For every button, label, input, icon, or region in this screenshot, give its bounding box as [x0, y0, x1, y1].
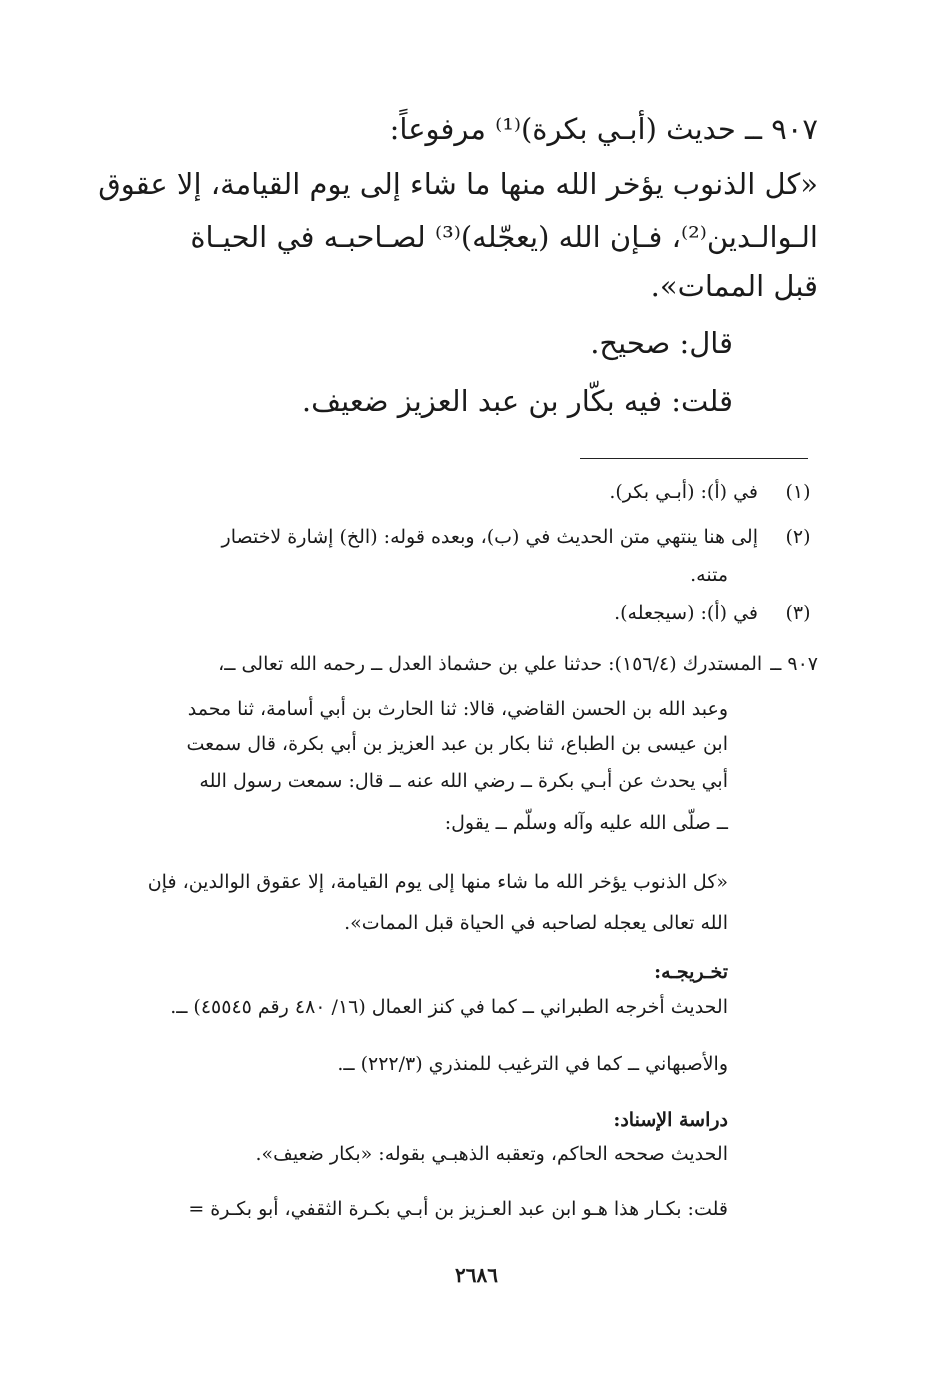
footnote-3	[614, 604, 818, 623]
footnote-1	[609, 483, 818, 502]
footnote-number: (٢)	[785, 526, 811, 548]
hadith-heading: ٩٠٧ ــ حديث (أبـي بكرة)⁽¹⁾ مرفوعاً:	[389, 112, 818, 146]
qultu-line: قلت: فيه بكّار بن عبد العزيز ضعيف.	[301, 384, 733, 418]
footnote-number: (١)	[785, 481, 811, 503]
quote-line-2: الله تعالى يعجله لصاحبه في الحياة قبل الممات».	[344, 912, 728, 934]
commentary-number: ٩٠٧ ــ	[770, 653, 818, 675]
takhrij-line-2: والأصبهاني ــ كما في الترغيب للمنذري (٢٢٢/٣) ــ.	[337, 1053, 728, 1075]
matn-line-2: الـوالـدين⁽²⁾، فـإن الله (يعجّله)⁽³⁾ لصـاحبـه في الحيـاة	[190, 220, 818, 254]
page-number: ٢٦٨٦	[455, 1263, 498, 1287]
isnad-heading: دراسة الإسناد:	[613, 1109, 728, 1131]
footnote-divider	[580, 458, 808, 459]
isnad-line-2: قلت: بكـار هذا هـو ابن عبد العـزيز بن أبـي بكـرة الثقفي، أبو بكـرة =	[188, 1198, 728, 1220]
footnote-2-cont: متنه.	[690, 564, 728, 586]
commentary-line-2: وعبد الله بن الحسن القاضي، قالا: ثنا الحارث بن أبي أسامة، ثنا محمد	[187, 698, 728, 720]
footnote-2	[222, 528, 818, 547]
quote-line-1: «كل الذنوب يؤخر الله ما شاء منها إلى يوم القيامة، إلا عقوق الوالدين، فإن	[147, 871, 728, 893]
commentary-text: المستدرك (١٥٦/٤): حدثنا علي بن حشماذ العدل ــ رحمه الله تعالى ــ،	[218, 653, 763, 675]
isnad-line-1: الحديث صححه الحاكم، وتعقبه الذهبـي بقوله: «بكار ضعيف».	[255, 1143, 728, 1165]
takhrij-line-1: الحديث أخرجه الطبراني ــ كما في كنز العمال (١٦/ ٤٨٠ رقم ٤٥٥٤٥) ــ.	[170, 996, 728, 1018]
matn-line-3: قبل الممات».	[650, 269, 818, 303]
commentary-line-1	[218, 655, 818, 674]
footnote-text: إلى هنا ينتهي متن الحديث في (ب)، وبعده قوله: (الخ) إشارة لاختصار	[221, 526, 758, 548]
matn-line-1: «كل الذنوب يؤخر الله منها ما شاء إلى يوم القيامة، إلا عقوق	[98, 167, 818, 201]
commentary-line-3: ابن عيسى بن الطباع، ثنا بكار بن عبد العزيز بن أبي بكرة، قال سمعت	[186, 733, 728, 755]
qala-line: قال: صحيح.	[590, 326, 733, 360]
footnote-text: في (أ): (سيجعله).	[614, 602, 758, 624]
takhrij-heading: تخـريجـه:	[654, 961, 728, 983]
commentary-line-5: ــ صلّى الله عليه وآله وسلّم ــ يقول:	[444, 812, 728, 834]
footnote-text: في (أ): (أبـي بكر).	[609, 481, 758, 503]
commentary-line-4: أبي يحدث عن أبـي بكرة ــ رضي الله عنه ــ قال: سمعت رسول الله	[199, 770, 728, 792]
footnote-number: (٣)	[785, 602, 811, 624]
